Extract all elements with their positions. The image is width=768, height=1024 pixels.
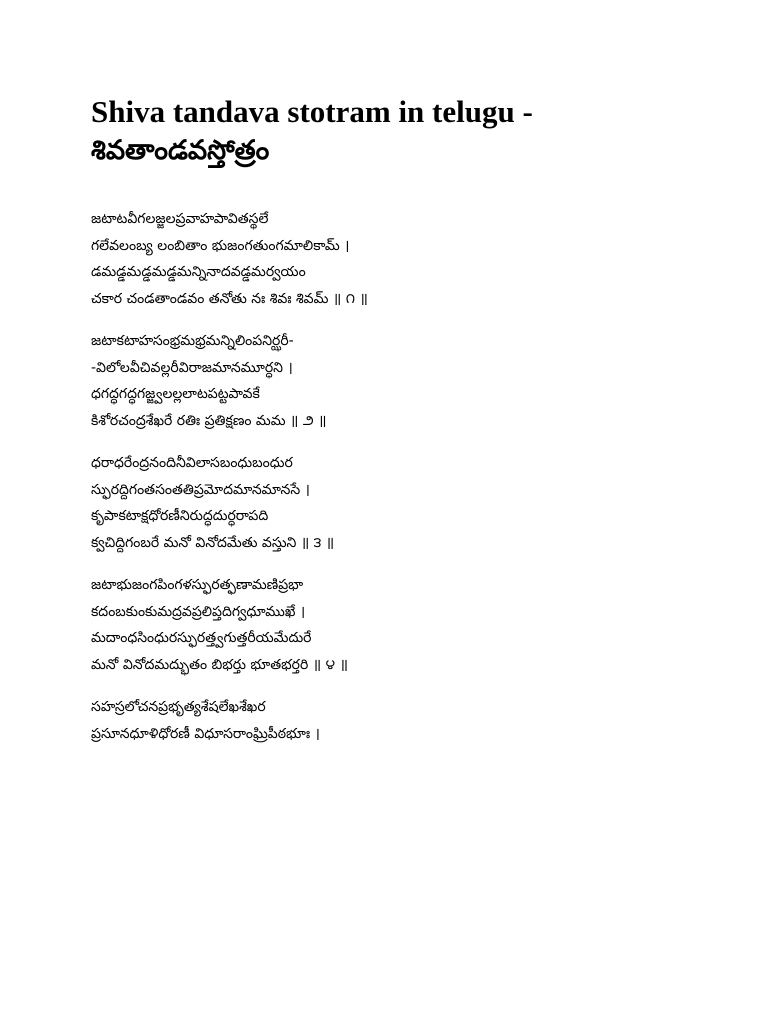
verse-line: మదాంధసింధురస్ఫురత్త్వగుత్తరీయమేదురే	[91, 630, 312, 646]
verse-line: ధగద్ధగద్ధగజ్జ్వలల్లలాటపట్టపావకే	[91, 386, 260, 402]
verse-line: -విలోలవీచివల్లరీవిరాజమానమూర్ధని ।	[91, 359, 293, 376]
verse-line: కదంబకుంకుమద్రవప్రలిప్తదిగ్వధూముఖే ।	[91, 603, 306, 620]
verse-line: ధరాధరేంద్రనందినీవిలాసబంధుబంధుర	[91, 455, 293, 471]
verse-line: జటాటవీగలజ్జలప్రవాహపావితస్థలే	[91, 211, 269, 227]
verse-line: డమడ్డమడ్డమడ్డమన్నినాదవడ్డమర్వయం	[91, 264, 306, 280]
title-english: Shiva tandava stotram in telugu -	[91, 94, 533, 129]
verse-line: గలేవలంబ్య లంబితాం భుజంగతుంగమాలికామ్ ।	[91, 237, 350, 254]
verse-line: జటాకటాహసంభ్రమభ్రమన్నిలింపనిర్ఝరీ-	[91, 333, 294, 349]
verse-2	[91, 328, 731, 434]
verse-5	[91, 694, 731, 747]
verse-1	[91, 206, 731, 312]
title-telugu: శివతాండవస్తోత్రం	[91, 135, 270, 166]
verse-line: కృపాకటాక్షధోరణీనిరుద్ధదుర్ధరాపది	[91, 508, 269, 524]
document-title	[91, 93, 731, 171]
verse-line: స్ఫురద్దిగంతసంతతిప్రమోదమానమానసే ।	[91, 481, 310, 498]
verse-4	[91, 572, 731, 678]
verse-line: క్వచిద్దిగంబరే మనో వినోదమేతు వస్తుని ॥ ౩ ॥	[91, 534, 335, 551]
verse-line: జటాభుజంగపింగళస్ఫురత్ఫణామణిప్రభా	[91, 577, 304, 593]
verse-line: సహస్రలోచనప్రభృత్యశేషలేఖశేఖర	[91, 699, 266, 715]
verse-3	[91, 450, 731, 556]
verse-list	[91, 206, 731, 763]
verse-line: మనో వినోదమద్భుతం బిభర్తు భూతభర్తరి ॥ ౪ ॥	[91, 656, 348, 673]
verse-line: చకార చండతాండవం తనోతు నః శివః శివమ్ ॥ ౧ ॥	[91, 290, 368, 307]
verse-line: ప్రసూనధూళిధోరణీ విధూసరాంఘ్రిపీఠభూః ।	[91, 725, 320, 742]
verse-line: కిశోరచంద్రశేఖరే రతిః ప్రతిక్షణం మమ ॥ ౨ ॥	[91, 412, 327, 429]
